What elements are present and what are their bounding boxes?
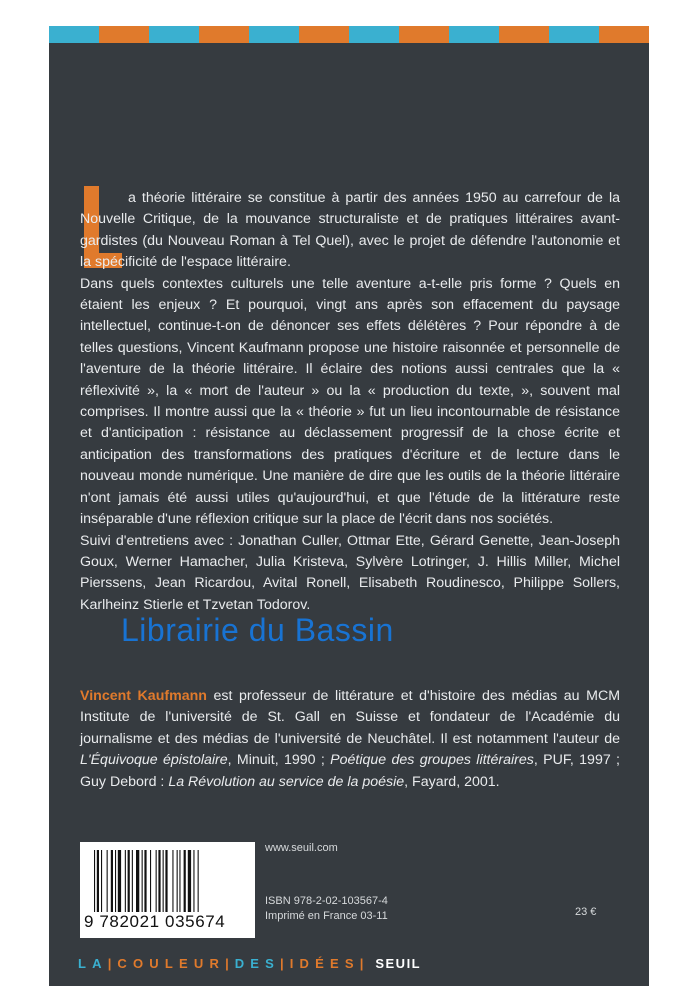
- barcode-bars: [92, 850, 242, 912]
- author-name: Vincent Kaufmann: [80, 688, 207, 704]
- stripe-segment: [349, 26, 399, 43]
- separator: |: [107, 956, 112, 971]
- barcode-bar: [165, 850, 167, 912]
- barcode-digits: 9 782021 035674: [84, 912, 226, 931]
- stripe-segment: [499, 26, 549, 43]
- book-title: L'Équivoque épistolaire: [80, 752, 228, 769]
- barcode-bar: [132, 850, 133, 912]
- isbn-info: [265, 894, 388, 924]
- barcode-bar: [111, 850, 113, 912]
- barcode-bar: [142, 850, 143, 912]
- publisher-logo: SEUIL: [375, 956, 422, 971]
- barcode-bar: [97, 850, 99, 912]
- barcode-bar: [118, 850, 121, 912]
- printed-in: Imprimé en France 03-11: [265, 910, 388, 922]
- barcode-bar: [156, 850, 157, 912]
- barcode-bar: [177, 850, 178, 912]
- barcode-bar: [163, 850, 164, 912]
- top-color-stripe: [49, 26, 649, 43]
- collection-word: COULEUR: [117, 956, 226, 971]
- publisher-url[interactable]: www.seuil.com: [265, 842, 338, 854]
- stripe-segment: [249, 26, 299, 43]
- stripe-segment: [299, 26, 349, 43]
- stripe-segment: [149, 26, 199, 43]
- barcode-bar: [125, 850, 126, 912]
- blurb-paragraph-interviews: Suivi d'entretiens avec : Jonathan Culler, Ottmar Ette, Gérard Genette, Jean-Joseph Goux, Werner Hamacher, Julia Kristeva, Sylvère Lotringer, J. Hillis Miller, Michel Pierssens, Jean Ricardou, Avital Ronell, Elisabeth Roudinesco, Philippe Sollers, Karlheinz Stierle et Tzvetan Todorov.: [80, 532, 620, 613]
- barcode-bar: [193, 850, 194, 912]
- stripe-segment: [399, 26, 449, 43]
- collection-word: IDÉES: [289, 956, 360, 971]
- blurb: [80, 188, 620, 616]
- stripe-segment: [449, 26, 499, 43]
- barcode-bar: [107, 850, 108, 912]
- barcode-bar: [158, 850, 160, 912]
- barcode-bar: [144, 850, 146, 912]
- barcode-bar: [94, 850, 95, 912]
- collection-word: DES: [234, 956, 281, 971]
- watermark: Librairie du Bassin: [121, 612, 394, 648]
- isbn-barcode: [80, 842, 255, 938]
- barcode-bar: [198, 850, 199, 912]
- barcode-bar: [128, 850, 130, 912]
- barcode-bar: [172, 850, 173, 912]
- blurb-paragraph-main: Dans quels contextes culturels une telle aventure a-t-elle pris forme ? Quels en étaient les enjeux ? Et pourquoi, vingt ans après son effacement du paysage intellectuel, continue-t-on de dénoncer ses effets délétères ? Pour répondre à de telles questions, Vincent Kaufmann propose une histoire raisonnée et personnelle de l'aventure de la théorie littéraire. Il éclaire des notions aussi centrales que la « réflexivité », la « mort de l'auteur » ou la « production du texte, », souvent mal comprises. Il montre aussi que la « théorie » fut un lieu incontournable de résistance et d'anticipation : résistance au déclassement progressif de la chose écrite et anticipation des transformations des pratiques d'écriture et de lecture dans le nouveau monde numérique. Une manière de dire que les outils de la théorie littéraire n'ont jamais été aussi utiles qu'aujourd'hui, et que l'étude de la littérature reste inséparable d'une réflexion critique sur la place de l'écrit dans nos sociétés.: [80, 275, 620, 528]
- barcode-bar: [115, 850, 116, 912]
- blurb-paragraph-intro: a théorie littéraire se constitue à partir des années 1950 au carrefour de la Nouvelle Critique, de la mouvance structuraliste et de pratiques littéraires avant-gardistes (du Nouveau Roman à Tel Quel), avec le projet de défendre l'autonomie et la spécificité de l'espace littéraire.: [80, 190, 620, 271]
- barcode-bar: [150, 850, 151, 912]
- author-bio: Vincent Kaufmann est professeur de littérature et d'histoire des médias au MCM Institute de l'université de St. Gall en Suisse et fondateur de l'Académie du journalisme et des médias de l'université de Neuchâtel. Il est notamment l'auteur de L'Équivoque épistolaire, Minuit, 1990 ; Poétique des groupes littéraires, PUF, 1997 ; Guy Debord : La Révolution au service de la poésie, Fayard, 2001.: [80, 688, 621, 790]
- barcode-bar: [179, 850, 180, 912]
- separator: |: [225, 956, 229, 971]
- barcode-bar: [136, 850, 139, 912]
- isbn-number: ISBN 978-2-02-103567-4: [265, 895, 388, 907]
- book-title: Poétique des groupes littéraires: [330, 752, 534, 769]
- stripe-segment: [49, 26, 99, 43]
- separator: |: [280, 956, 284, 971]
- separator: |: [359, 956, 364, 971]
- stripe-segment: [549, 26, 599, 43]
- price: 23 €: [575, 906, 597, 918]
- book-back-cover: [49, 26, 649, 986]
- stripe-segment: [99, 26, 149, 43]
- barcode-bar: [188, 850, 191, 912]
- barcode-bar: [184, 850, 186, 912]
- barcode-bar: [101, 850, 102, 912]
- stripe-segment: [599, 26, 649, 43]
- book-title: La Révolution au service de la poésie: [168, 773, 405, 790]
- collection-footer: [78, 956, 638, 971]
- stripe-segment: [199, 26, 249, 43]
- collection-word: LA: [78, 956, 108, 971]
